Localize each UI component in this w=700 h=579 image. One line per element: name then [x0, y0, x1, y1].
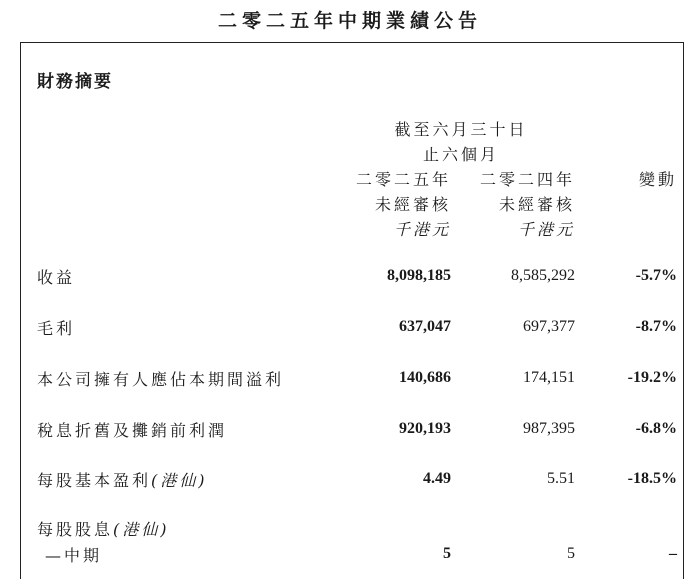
document-title: 二零二五年中期業績公告 [217, 10, 482, 32]
row-interim-change: – [669, 545, 677, 562]
row-label-interim: —中期 [45, 546, 103, 565]
row-dividend-label-text: 每股股息 [37, 520, 114, 539]
row-ebitda-2024: 987,395 [523, 420, 575, 437]
row-revenue-change: -5.7% [635, 267, 677, 284]
row-profit-attributable-2024: 174,151 [523, 369, 575, 386]
row-ebitda-2025: 920,193 [399, 420, 451, 437]
financial-summary-box [20, 42, 684, 579]
row-label-dividend [37, 517, 170, 540]
row-revenue-2025: 8,098,185 [387, 267, 451, 284]
row-eps-label-unit: (港仙) [151, 471, 208, 490]
row-interim-2024: 5 [567, 545, 575, 562]
row-eps-2025: 4.49 [423, 470, 451, 487]
row-label-revenue: 收益 [37, 268, 76, 287]
row-ebitda-change: -6.8% [635, 420, 677, 437]
row-gross-profit-2024: 697,377 [523, 318, 575, 335]
col-2024-unit: 千港元 [517, 220, 575, 239]
period-header-line1: 截至六月三十日 [394, 120, 528, 139]
row-eps-label-text: 每股基本盈利 [37, 471, 152, 490]
row-revenue-2024: 8,585,292 [511, 267, 575, 284]
col-2025-unit: 千港元 [393, 220, 451, 239]
period-header-line2: 止六個月 [422, 145, 499, 164]
col-2024-status: 未經審核 [498, 195, 575, 214]
row-gross-profit-change: -8.7% [635, 318, 677, 335]
row-label-profit-attributable: 本公司擁有人應佔本期間溢利 [37, 370, 285, 389]
row-gross-profit-2025: 637,047 [399, 318, 451, 335]
row-interim-2025: 5 [443, 545, 451, 562]
col-2024-year: 二零二四年 [479, 170, 575, 189]
row-label-gross-profit: 毛利 [37, 319, 76, 338]
row-eps-change: -18.5% [627, 470, 677, 487]
row-eps-2024: 5.51 [547, 470, 575, 487]
row-label-ebitda: 稅息折舊及攤銷前利潤 [37, 421, 228, 440]
col-2025-year: 二零二五年 [355, 170, 451, 189]
col-2025-status: 未經審核 [374, 195, 451, 214]
section-title: 財務摘要 [37, 72, 113, 92]
row-profit-attributable-2025: 140,686 [399, 369, 451, 386]
row-profit-attributable-change: -19.2% [627, 369, 677, 386]
row-dividend-label-unit: (港仙) [113, 520, 170, 539]
col-change: 變動 [638, 170, 677, 189]
row-label-eps [37, 468, 208, 491]
